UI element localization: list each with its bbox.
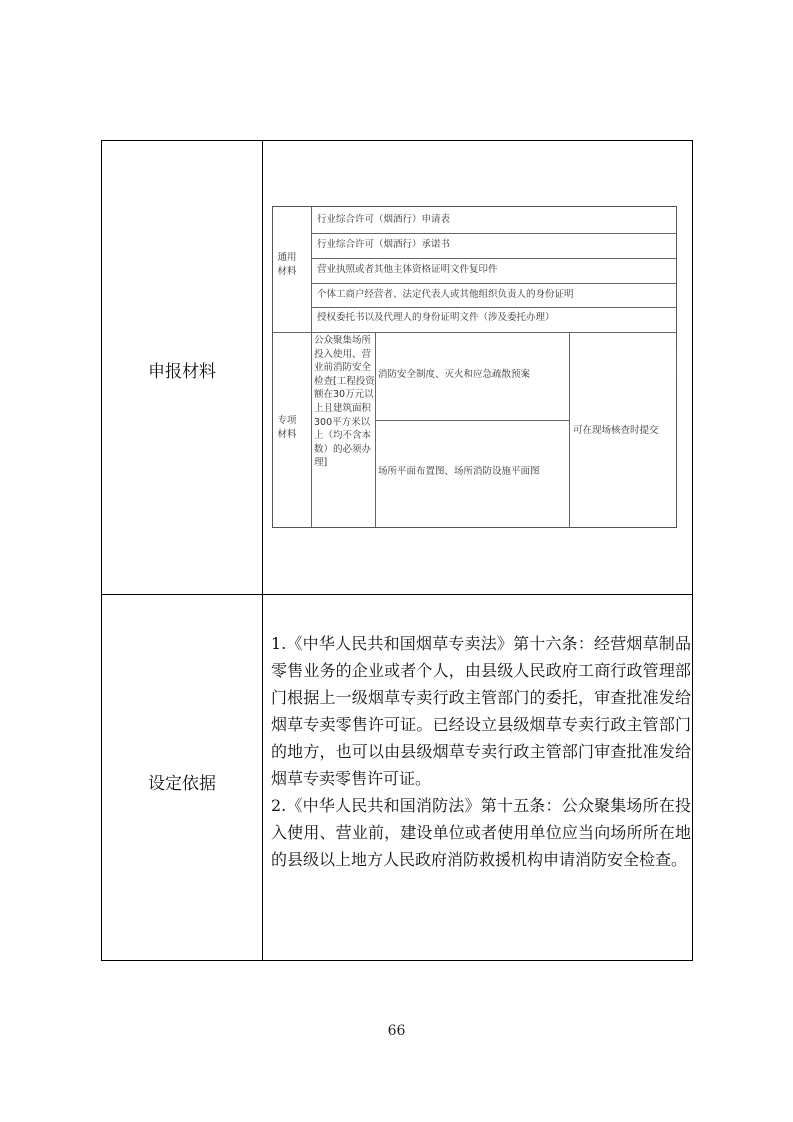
special-item: 消防安全制度、灭火和应急疏散预案 <box>378 369 531 380</box>
general-item: 行业综合许可（烟酒行）承诺书 <box>317 239 451 250</box>
table-column-divider <box>262 140 263 961</box>
row-label-materials: 申报材料 <box>148 362 216 382</box>
general-item: 授权委托书以及代理人的身份证明文件（涉及委托办理） <box>317 312 555 323</box>
general-item: 行业综合许可（烟酒行）申请表 <box>317 214 451 225</box>
table-edge-stub <box>676 348 677 382</box>
table-row-divider <box>101 594 693 595</box>
row-label-basis: 设定依据 <box>148 774 216 794</box>
general-item: 营业执照或者其他主体资格证明文件复印件 <box>317 264 498 275</box>
special-condition: 公众聚集场所投入使用、营业前消防安全检查[工程投资额在30万元以上且建筑面积300平方米以上（均不含本数）的必须办理] <box>314 335 375 469</box>
page-number: 66 <box>387 1023 406 1039</box>
special-note: 可在现场核查时提交 <box>573 425 659 436</box>
legal-basis <box>271 630 691 873</box>
special-materials-label: 专项 材料 <box>277 415 297 440</box>
basis-paragraph: 2.《中华人民共和国消防法》第十五条：公众聚集场所在投入使用、营业前，建设单位或者使用单位应当向场所所在地的县级以上地方人民政府消防救援机构申请消防安全检查。 <box>271 796 691 869</box>
special-item: 场所平面布置图、场所消防设施平面图 <box>378 466 540 477</box>
general-item: 个体工商户经营者、法定代表人或其他组织负责人的身份证明 <box>317 289 574 300</box>
basis-paragraph: 1.《中华人民共和国烟草专卖法》第十六条：经营烟草制品零售业务的企业或者个人，由县级人民政府工商行政管理部门根据上一级烟草专卖行政主管部门的委托，审查批准发给烟草专卖零售许可证。已经设立县级烟草专卖行政主管部门的地方，也可以由县级烟草专卖行政主管部门审查批准发给烟草专卖零售许可证。 <box>271 634 691 788</box>
general-materials-label: 通用 材料 <box>277 252 297 277</box>
